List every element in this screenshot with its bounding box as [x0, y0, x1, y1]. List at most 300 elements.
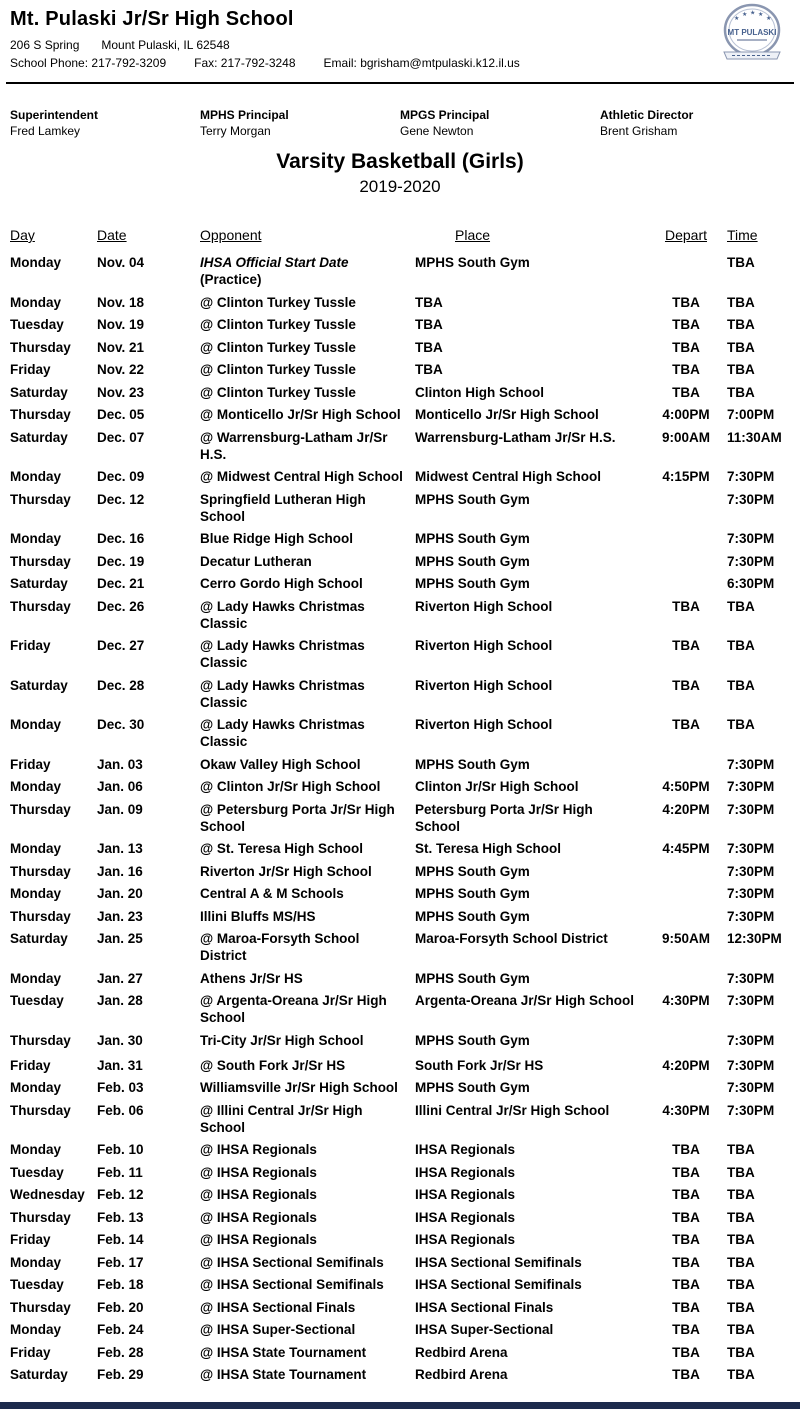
- cell-day: Thursday: [10, 863, 71, 879]
- cell-opponent: @ IHSA Sectional Semifinals: [200, 1277, 384, 1292]
- column-header-day: Day: [10, 227, 35, 243]
- cell-place: IHSA Super-Sectional: [415, 1322, 554, 1337]
- cell-date: Jan. 03: [97, 756, 143, 772]
- cell-day: Monday: [10, 717, 62, 732]
- cell-place: Riverton High School: [415, 677, 553, 693]
- cell-place: St. Teresa High School: [415, 841, 562, 856]
- school-logo-icon: [712, 2, 792, 66]
- cell-depart: 4:20PM: [662, 801, 710, 817]
- cell-opponent: @ Clinton Turkey Tussle: [200, 384, 356, 400]
- table-row: [10, 429, 800, 463]
- cell-opponent: @ Monticello Jr/Sr High School: [200, 407, 401, 422]
- cell-place: MPHS South Gym: [415, 491, 530, 507]
- cell-date: Dec. 05: [97, 407, 145, 422]
- table-row: [10, 840, 800, 857]
- cell-time: TBA: [727, 1277, 755, 1292]
- cell-place: IHSA Sectional Finals: [415, 1299, 554, 1315]
- cell-time: 7:30PM: [727, 993, 775, 1008]
- cell-depart: TBA: [672, 1299, 700, 1315]
- svg-text:★: ★: [742, 12, 748, 18]
- cell-place: TBA: [415, 317, 443, 332]
- cell-depart: [645, 254, 727, 288]
- cell-opponent: Illini Bluffs MS/HS: [200, 908, 316, 924]
- cell-opponent: @ Illini Central Jr/Sr High School: [200, 1102, 363, 1135]
- cell-date: Jan. 09: [97, 801, 143, 817]
- cell-date: Feb. 18: [97, 1277, 144, 1292]
- table-row: [10, 316, 800, 333]
- table-row: [10, 677, 800, 711]
- table-row: [10, 1186, 800, 1203]
- cell-place: Warrensburg-Latham Jr/Sr H.S.: [415, 429, 616, 445]
- table-row: [10, 992, 800, 1026]
- cell-depart: [645, 863, 727, 880]
- staff-title: MPHS Principal: [200, 108, 289, 122]
- cell-day: Wednesday: [10, 1187, 85, 1202]
- cell-depart: 4:50PM: [662, 779, 710, 794]
- staff-athletic-director: [600, 108, 790, 138]
- cell-depart: [645, 1079, 727, 1096]
- cell-depart: 4:45PM: [662, 841, 710, 856]
- cell-day: Friday: [10, 1057, 51, 1073]
- page-title: Varsity Basketball (Girls): [276, 150, 524, 173]
- cell-day: Saturday: [10, 576, 68, 591]
- cell-date: Jan. 23: [97, 908, 143, 924]
- cell-day: Monday: [10, 294, 62, 310]
- cell-time: 7:00PM: [727, 407, 775, 422]
- cell-place: MPHS South Gym: [415, 553, 530, 569]
- cell-depart: TBA: [672, 717, 700, 732]
- cell-day: Monday: [10, 469, 62, 484]
- table-row: [10, 1344, 800, 1361]
- letterhead: [10, 8, 800, 70]
- cell-date: Feb. 13: [97, 1209, 144, 1225]
- cell-time: TBA: [727, 339, 755, 355]
- cell-opponent: @ IHSA State Tournament: [200, 1344, 367, 1360]
- cell-depart: TBA: [672, 339, 700, 355]
- cell-time: TBA: [727, 294, 755, 310]
- cell-date: Feb. 06: [97, 1102, 144, 1118]
- cell-place: TBA: [415, 294, 443, 310]
- column-header-place: Place: [455, 227, 491, 243]
- cell-depart: TBA: [672, 317, 700, 332]
- table-row: [10, 468, 800, 485]
- cell-time: 7:30PM: [727, 970, 775, 986]
- logo-text: MT PULASKI: [727, 28, 777, 37]
- cell-date: Dec. 12: [97, 491, 145, 507]
- cell-time: TBA: [727, 638, 755, 653]
- cell-date: Dec. 27: [97, 638, 145, 653]
- cell-time: 7:30PM: [727, 469, 775, 484]
- cell-opponent: @ IHSA Regionals: [200, 1209, 317, 1225]
- school-email: Email: bgrisham@mtpulaski.k12.il.us: [323, 56, 520, 70]
- table-row: [10, 339, 800, 356]
- column-header-depart: Depart: [664, 227, 708, 243]
- cell-date: Feb. 10: [97, 1142, 144, 1157]
- cell-day: Monday: [10, 1322, 62, 1337]
- cell-opponent: @ IHSA Regionals: [200, 1232, 317, 1247]
- table-row: [10, 930, 800, 964]
- cell-day: Thursday: [10, 407, 71, 422]
- cell-place: Petersburg Porta Jr/Sr High School: [415, 801, 593, 834]
- cell-day: Thursday: [10, 553, 71, 569]
- cell-depart: TBA: [672, 1164, 700, 1180]
- cell-time: 7:30PM: [727, 1102, 775, 1118]
- cell-time: 7:30PM: [727, 531, 775, 546]
- cell-date: Nov. 04: [97, 255, 145, 270]
- cell-depart: TBA: [672, 1367, 700, 1382]
- cell-opponent: @ IHSA Regionals: [200, 1164, 317, 1180]
- cell-opponent: @ IHSA Super-Sectional: [200, 1322, 356, 1337]
- cell-place: Riverton High School: [415, 717, 553, 732]
- cell-day: Tuesday: [10, 317, 64, 332]
- cell-date: Nov. 23: [97, 384, 145, 400]
- table-row: [10, 863, 800, 880]
- table-row: [10, 885, 800, 902]
- schedule-body: [10, 254, 800, 1383]
- table-row: [10, 1102, 800, 1136]
- cell-place: Clinton Jr/Sr High School: [415, 779, 579, 794]
- cell-time: 7:30PM: [727, 863, 775, 879]
- cell-time: TBA: [727, 1209, 755, 1225]
- cell-day: Thursday: [10, 1032, 71, 1048]
- cell-opponent: @ Clinton Jr/Sr High School: [200, 779, 381, 794]
- cell-day: Saturday: [10, 1367, 68, 1382]
- cell-time: 7:30PM: [727, 841, 775, 856]
- cell-day: Monday: [10, 255, 62, 270]
- cell-opponent: @ South Fork Jr/Sr HS: [200, 1057, 346, 1073]
- cell-day: Tuesday: [10, 1164, 64, 1180]
- table-row: [10, 1231, 800, 1248]
- table-row: [10, 575, 800, 592]
- cell-opponent: Riverton Jr/Sr High School: [200, 863, 372, 879]
- cell-depart: [645, 756, 727, 773]
- table-row: [10, 1164, 800, 1181]
- cell-time: 12:30PM: [727, 931, 782, 946]
- cell-time: TBA: [727, 677, 755, 693]
- cell-place: IHSA Regionals: [415, 1209, 516, 1225]
- staff-mphs-principal: [200, 108, 400, 138]
- cell-time: TBA: [727, 1254, 755, 1270]
- table-row: [10, 1254, 800, 1271]
- table-row: [10, 908, 800, 925]
- cell-place: Midwest Central High School: [415, 469, 602, 484]
- cell-depart: [645, 553, 727, 570]
- cell-opponent: @ Lady Hawks Christmas Classic: [200, 598, 365, 631]
- cell-time: TBA: [727, 1142, 755, 1157]
- cell-depart: TBA: [672, 1277, 700, 1292]
- cell-day: Thursday: [10, 801, 71, 817]
- table-row: [10, 1032, 800, 1049]
- cell-day: Monday: [10, 886, 62, 901]
- cell-date: Dec. 07: [97, 429, 145, 445]
- cell-date: Feb. 29: [97, 1367, 144, 1382]
- cell-date: Jan. 20: [97, 886, 143, 901]
- table-row: [10, 491, 800, 525]
- cell-time: 7:30PM: [727, 801, 775, 817]
- table-row: [10, 530, 800, 547]
- cell-place: MPHS South Gym: [415, 863, 530, 879]
- cell-date: Dec. 09: [97, 469, 145, 484]
- cell-place: Maroa-Forsyth School District: [415, 931, 608, 946]
- cell-time: 7:30PM: [727, 1032, 775, 1048]
- table-row: [10, 716, 800, 750]
- cell-depart: [645, 575, 727, 592]
- cell-opponent: Blue Ridge High School: [200, 531, 354, 546]
- cell-date: Nov. 19: [97, 317, 145, 332]
- cell-place: Illini Central Jr/Sr High School: [415, 1102, 610, 1118]
- svg-text:★: ★: [766, 16, 772, 22]
- table-row: [10, 801, 800, 835]
- cell-opponent: @ Lady Hawks Christmas Classic: [200, 638, 365, 670]
- table-row: [10, 1141, 800, 1158]
- cell-place: MPHS South Gym: [415, 255, 530, 270]
- cell-day: Monday: [10, 779, 62, 794]
- cell-date: Jan. 30: [97, 1032, 143, 1048]
- cell-place: IHSA Regionals: [415, 1187, 516, 1202]
- cell-opponent: Cerro Gordo High School: [200, 576, 363, 591]
- cell-time: TBA: [727, 384, 755, 400]
- cell-depart: TBA: [672, 1187, 700, 1202]
- cell-time: 7:30PM: [727, 886, 775, 901]
- cell-opponent: @ Clinton Turkey Tussle: [200, 362, 356, 377]
- cell-depart: 9:00AM: [661, 429, 710, 445]
- cell-opponent: Williamsville Jr/Sr High School: [200, 1080, 398, 1095]
- cell-depart: [645, 530, 727, 547]
- cell-time: TBA: [727, 1322, 755, 1337]
- table-row: [10, 1209, 800, 1226]
- cell-date: Dec. 28: [97, 677, 145, 693]
- cell-place: Riverton High School: [415, 638, 553, 653]
- address-street: 206 S Spring: [10, 38, 80, 52]
- cell-opponent: @ IHSA Regionals: [200, 1142, 317, 1157]
- cell-day: Monday: [10, 841, 62, 856]
- cell-place: South Fork Jr/Sr HS: [415, 1057, 544, 1073]
- cell-opponent: @ Lady Hawks Christmas Classic: [200, 677, 365, 710]
- cell-depart: 4:20PM: [662, 1057, 710, 1073]
- cell-time: 7:30PM: [727, 491, 775, 507]
- cell-depart: TBA: [672, 1142, 700, 1157]
- cell-place: IHSA Sectional Semifinals: [415, 1277, 582, 1292]
- cell-date: Jan. 28: [97, 993, 143, 1008]
- cell-opponent: @ IHSA Sectional Semifinals: [200, 1254, 384, 1270]
- table-row: [10, 553, 800, 570]
- cell-place: Monticello Jr/Sr High School: [415, 407, 599, 422]
- table-row: [10, 1057, 800, 1074]
- table-row: [10, 637, 800, 671]
- cell-opponent: Athens Jr/Sr HS: [200, 970, 303, 986]
- cell-opponent: @ IHSA Sectional Finals: [200, 1299, 356, 1315]
- cell-time: 7:30PM: [727, 908, 775, 924]
- staff-title: MPGS Principal: [400, 108, 490, 122]
- cell-date: Feb. 28: [97, 1344, 144, 1360]
- table-row: [10, 756, 800, 773]
- cell-time: TBA: [727, 598, 755, 614]
- cell-day: Saturday: [10, 429, 68, 445]
- staff-title: Athletic Director: [600, 108, 694, 122]
- table-row: [10, 406, 800, 423]
- cell-date: Nov. 21: [97, 339, 145, 355]
- cell-date: Dec. 21: [97, 576, 145, 591]
- cell-depart: TBA: [672, 294, 700, 310]
- cell-time: TBA: [727, 362, 755, 377]
- school-fax: Fax: 217-792-3248: [194, 56, 296, 70]
- cell-place: MPHS South Gym: [415, 576, 530, 591]
- cell-date: Jan. 06: [97, 779, 143, 794]
- cell-depart: [645, 970, 727, 987]
- cell-day: Monday: [10, 1080, 62, 1095]
- cell-time: TBA: [727, 717, 755, 732]
- cell-time: 7:30PM: [727, 1080, 775, 1095]
- cell-depart: 9:50AM: [661, 931, 710, 946]
- svg-text:★: ★: [758, 12, 764, 18]
- cell-depart: TBA: [672, 1254, 700, 1270]
- staff-superintendent: [10, 108, 200, 138]
- staff-name: Gene Newton: [400, 124, 474, 138]
- table-row: [10, 1321, 800, 1338]
- cell-place: MPHS South Gym: [415, 970, 530, 986]
- table-row: [10, 970, 800, 987]
- cell-opponent: @ Clinton Turkey Tussle: [200, 294, 356, 310]
- cell-date: Dec. 16: [97, 531, 145, 546]
- cell-place: MPHS South Gym: [415, 886, 530, 901]
- cell-opponent: @ Maroa-Forsyth School District: [200, 931, 360, 963]
- cell-day: Monday: [10, 1254, 62, 1270]
- cell-time: TBA: [727, 1232, 755, 1247]
- cell-day: Monday: [10, 1142, 62, 1157]
- cell-place: Argenta-Oreana Jr/Sr High School: [415, 993, 635, 1008]
- cell-date: Feb. 20: [97, 1299, 144, 1315]
- cell-day: Thursday: [10, 1102, 71, 1118]
- cell-opponent: Decatur Lutheran: [200, 553, 312, 569]
- cell-depart: [645, 491, 727, 525]
- cell-day: Thursday: [10, 598, 71, 614]
- staff-name: Terry Morgan: [200, 124, 271, 138]
- cell-date: Jan. 31: [97, 1057, 143, 1073]
- cell-time: TBA: [727, 1299, 755, 1315]
- cell-opponent: @ Argenta-Oreana Jr/Sr High School: [200, 993, 387, 1025]
- table-row: [10, 254, 800, 288]
- cell-date: Feb. 12: [97, 1187, 144, 1202]
- cell-depart: TBA: [672, 1344, 700, 1360]
- cell-depart: TBA: [672, 1322, 700, 1337]
- cell-opponent: @ Clinton Turkey Tussle: [200, 339, 356, 355]
- cell-depart: TBA: [672, 638, 700, 653]
- staff-mpgs-principal: [400, 108, 600, 138]
- cell-date: Nov. 22: [97, 362, 145, 377]
- season-subtitle: 2019-2020: [359, 177, 441, 196]
- cell-place: Redbird Arena: [415, 1344, 508, 1360]
- cell-day: Monday: [10, 531, 62, 546]
- staff-title: Superintendent: [10, 108, 99, 122]
- cell-day: Saturday: [10, 677, 68, 693]
- svg-text:★: ★: [734, 16, 740, 22]
- cell-opponent: Tri-City Jr/Sr High School: [200, 1032, 364, 1048]
- cell-place: IHSA Regionals: [415, 1142, 516, 1157]
- cell-date: Dec. 19: [97, 553, 145, 569]
- table-header-row: [10, 227, 800, 244]
- cell-opponent: @ Midwest Central High School: [200, 469, 403, 484]
- cell-opponent: @ Clinton Turkey Tussle: [200, 317, 356, 332]
- table-row: [10, 1079, 800, 1096]
- cell-depart: TBA: [672, 1209, 700, 1225]
- cell-day: Thursday: [10, 908, 71, 924]
- cell-opponent: @ IHSA State Tournament: [200, 1367, 367, 1382]
- cell-time: TBA: [727, 1164, 755, 1180]
- header-divider: [6, 82, 794, 84]
- cell-place: IHSA Sectional Semifinals: [415, 1254, 582, 1270]
- cell-time: 6:30PM: [727, 576, 775, 591]
- cell-depart: TBA: [672, 362, 700, 377]
- cell-time: TBA: [727, 255, 755, 270]
- cell-date: Feb. 11: [97, 1164, 143, 1180]
- cell-date: Dec. 26: [97, 598, 145, 614]
- cell-day: Thursday: [10, 339, 71, 355]
- cell-time: 11:30AM: [727, 429, 782, 445]
- staff-name: Brent Grisham: [600, 124, 678, 138]
- cell-day: Thursday: [10, 1209, 71, 1225]
- cell-place: TBA: [415, 362, 443, 377]
- cell-depart: 4:30PM: [662, 1102, 710, 1118]
- cell-time: TBA: [727, 1344, 755, 1360]
- cell-opponent: @ Lady Hawks Christmas Classic: [200, 717, 365, 749]
- cell-place: TBA: [415, 339, 443, 355]
- cell-place: MPHS South Gym: [415, 756, 530, 772]
- cell-day: Friday: [10, 756, 51, 772]
- cell-time: TBA: [727, 1367, 755, 1382]
- cell-opponent: @ Warrensburg-Latham Jr/Sr H.S.: [200, 429, 388, 462]
- cell-depart: 4:15PM: [662, 469, 710, 484]
- staff-row: [10, 108, 800, 138]
- cell-day: Monday: [10, 970, 62, 986]
- cell-day: Thursday: [10, 1299, 71, 1315]
- cell-date: Jan. 25: [97, 931, 143, 946]
- cell-depart: 4:00PM: [662, 407, 710, 422]
- cell-place: Redbird Arena: [415, 1367, 508, 1382]
- cell-time: 7:30PM: [727, 1057, 775, 1073]
- footer-bar: [0, 1402, 800, 1409]
- cell-day: Thursday: [10, 491, 71, 507]
- column-header-time: Time: [727, 227, 758, 243]
- school-name: Mt. Pulaski Jr/Sr High School: [10, 8, 294, 30]
- cell-place: MPHS South Gym: [415, 531, 530, 546]
- cell-depart: [645, 908, 727, 925]
- cell-depart: TBA: [672, 677, 700, 693]
- cell-opponent: Central A & M Schools: [200, 886, 344, 901]
- cell-day: Friday: [10, 1344, 51, 1360]
- table-row: [10, 294, 800, 311]
- cell-date: Feb. 03: [97, 1080, 144, 1095]
- table-row: [10, 778, 800, 795]
- cell-opponent: IHSA Official Start Date (Practice): [200, 255, 349, 287]
- cell-opponent: @ Petersburg Porta Jr/Sr High School: [200, 801, 395, 834]
- cell-opponent: @ St. Teresa High School: [200, 841, 363, 856]
- cell-date: Jan. 16: [97, 863, 143, 879]
- opponent-italic-text: IHSA Official Start Date: [200, 255, 349, 270]
- cell-depart: [645, 1032, 727, 1049]
- address-city: Mount Pulaski, IL 62548: [101, 38, 230, 52]
- cell-opponent: @ IHSA Regionals: [200, 1187, 317, 1202]
- table-row: [10, 1299, 800, 1316]
- cell-depart: TBA: [672, 1232, 700, 1247]
- cell-time: 7:30PM: [727, 779, 775, 794]
- column-header-date: Date: [97, 227, 127, 243]
- table-row: [10, 1366, 800, 1383]
- column-header-opponent: Opponent: [200, 227, 262, 243]
- cell-date: Jan. 13: [97, 841, 143, 856]
- cell-date: Dec. 30: [97, 717, 145, 732]
- cell-date: Jan. 27: [97, 970, 143, 986]
- cell-depart: 4:30PM: [662, 993, 710, 1008]
